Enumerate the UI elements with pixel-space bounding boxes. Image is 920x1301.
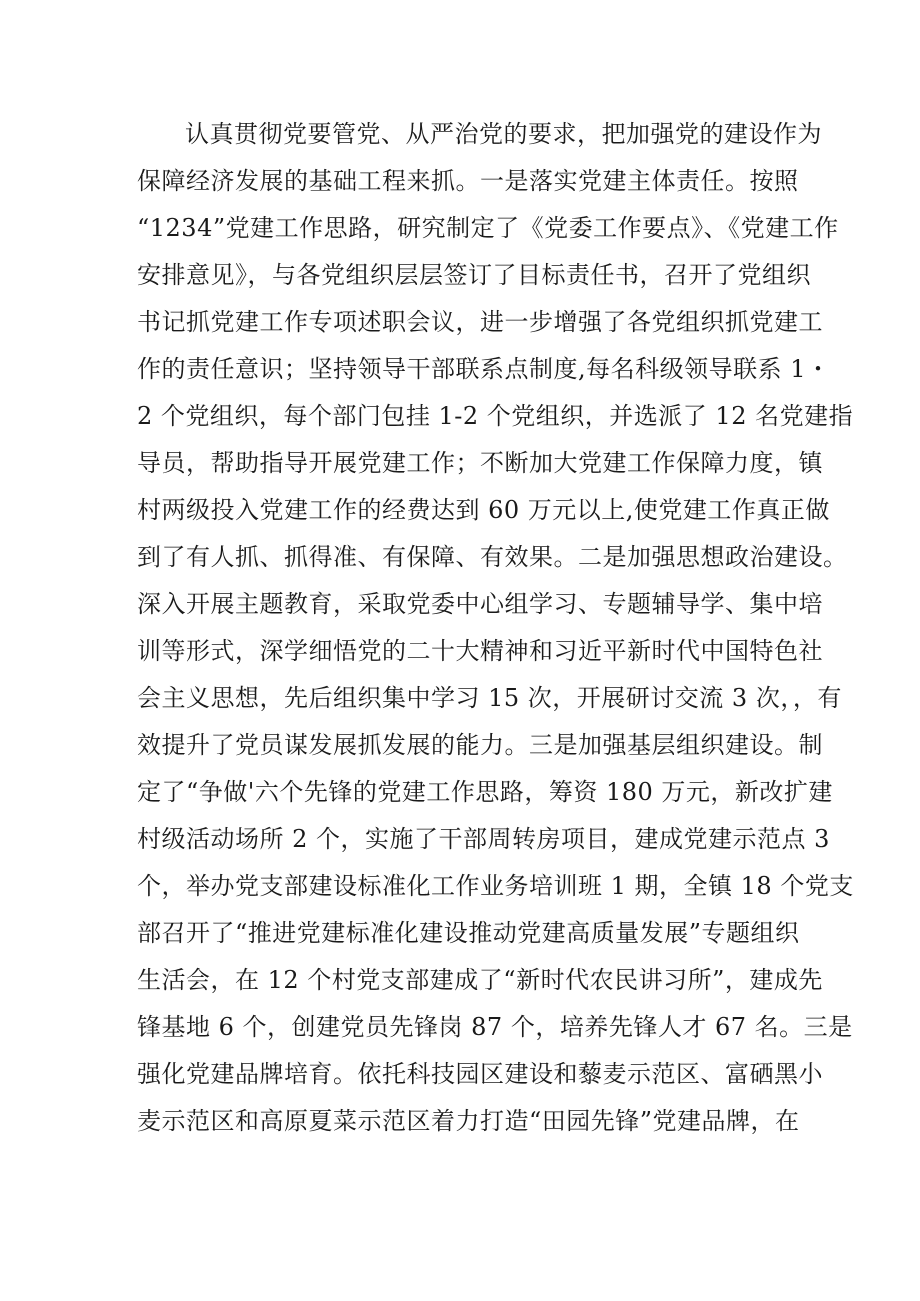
text-line: 村级活动场所 2 个，实施了干部周转房项目，建成党建示范点 3 [137, 825, 830, 853]
text-line: 个，举办党支部建设标准化工作业务培训班 1 期，全镇 18 个党支 [137, 872, 854, 900]
text-line: 生活会，在 12 个村党支部建成了“新时代农民讲习所”，建成先 [137, 966, 823, 994]
text-line: 导员，帮助指导开展党建工作；不断加大党建工作保障力度，镇 [137, 449, 823, 477]
text-line: 训等形式，深学细悟党的二十大精神和习近平新时代中国特色社 [137, 637, 823, 665]
text-line: 认真贯彻党要管党、从严治党的要求，把加强党的建设作为 [185, 120, 822, 148]
text-line: 2 个党组织，每个部门包挂 1-2 个党组织，并选派了 12 名党建指 [137, 402, 854, 430]
text-line: 锋基地 6 个，创建党员先锋岗 87 个，培养先锋人才 67 名。三是 [137, 1013, 853, 1041]
text-line: 效提升了党员谋发展抓发展的能力。三是加强基层组织建设。制 [137, 731, 823, 759]
text-line: “1234”党建工作思路，研究制定了《党委工作要点》、《党建工作 [137, 214, 839, 242]
text-line: 麦示范区和高原夏菜示范区着力打造“田园先锋”党建品牌，在 [137, 1107, 800, 1135]
text-line: 定了“争做'六个先锋的党建工作思路，筹资 180 万元，新改扩建 [137, 778, 833, 806]
text-line: 会主义思想，先后组织集中学习 15 次，开展研讨交流 3 次，，有 [137, 684, 842, 712]
text-line: 安排意见》，与各党组织层层签订了目标责任书，召开了党组织 [137, 261, 811, 289]
body-paragraph [137, 111, 854, 1145]
text-line: 部召开了“推进党建标准化建设推动党建高质量发展”专题组织 [137, 919, 800, 947]
text-line: 强化党建品牌培育。依托科技园区建设和藜麦示范区、富硒黑小 [137, 1060, 823, 1088]
text-line: 到了有人抓、抓得准、有保障、有效果。二是加强思想政治建设。 [137, 543, 848, 571]
text-line: 村两级投入党建工作的经费达到 60 万元以上,使党建工作真正做 [137, 496, 830, 524]
text-line: 书记抓党建工作专项述职会议，进一步增强了各党组织抓党建工 [137, 308, 823, 336]
text-line: 深入开展主题教育，采取党委中心组学习、专题辅导学、集中培 [137, 590, 823, 618]
text-line: 保障经济发展的基础工程来抓。一是落实党建主体责任。按照 [137, 167, 799, 195]
text-line: 作的责任意识；坚持领导干部联系点制度,每名科级领导联系 1・ [137, 355, 831, 383]
